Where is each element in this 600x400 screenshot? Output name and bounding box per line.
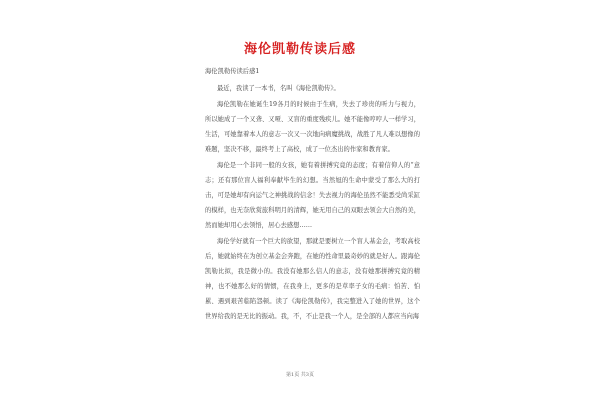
paragraph-3: 海伦是一个非同一般的女孩，她有着拼搏究竟的态度；有着信仰人的“意志；还有那位盲人福利奉献毕生的幻想。当然旭的生命中蒙受了那么大的打击，可是她却有向运气之神挑战的信念！失去视力的海伦虽然不能悉受尚采缸的模样，也无奈欣赏旅科明月的清辉，她无用自己的双眼去领会大自然的美，然而她却用心去领悟，居心去感想…… (205, 162, 420, 229)
document-title: 海伦凯勒传读后感 (243, 42, 356, 57)
paragraph-1: 最近，我读了一本书，名叫《海伦凯勒传》。 (217, 85, 340, 92)
page-footer: 第1页 共3页 (286, 372, 314, 378)
document-body (205, 64, 420, 325)
paragraph-4: 海伦学好就有一个巨大的欲望，那就是要树立一个盲人基金会，考取高校后，她就始终在为创立基金会奔跑，在她的性命里最奇妙的就是好人。跟海伦凯勒比拟，我是微小的。我没有她那么信人的意志，没有她那拼搏究竟的精神，也不她那么好的情惯，在我身上，更多的是草率子女的毛病：怕苦、怕累、遇到艰苦临陷怨顿。读了《海伦凯勒传》，我完整进入了她的世界，这个世界给我的是无比的振动。我，不，不止是我一个人，是全部的人都应当向海 (205, 238, 420, 320)
section-heading: 海伦凯勒传读后感1 (205, 68, 260, 75)
paragraph-2: 海伦凯勒在她诞生19各月的时候由于生病，失去了珍贵的听力与视力，所以她成了一个又聋、又哑、又盲的重度残疾儿。她不能像哼哼人一样学习，生活，可她靠着本人的意志一次又一次地向病魔挑战，战胜了凡人难以想像的难题，坚决不移，最终考上了高校，成了一位杰出的作家和教育家。 (205, 101, 420, 153)
